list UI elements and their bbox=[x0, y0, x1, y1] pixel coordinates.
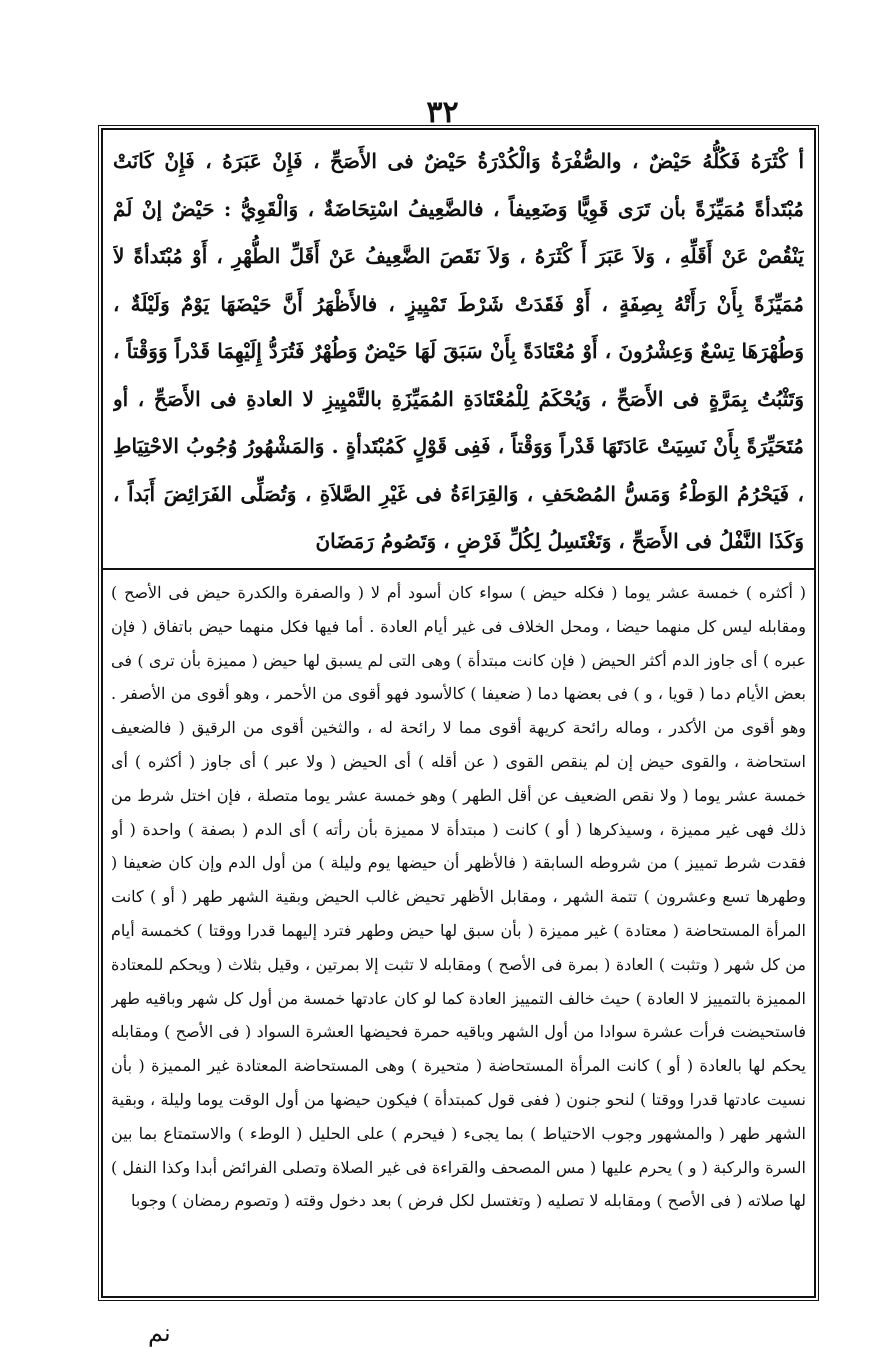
sharh-paragraph: ( أكثره ) خمسة عشر يوما ( فكله حيض ) سواء كان أسود أم لا ( والصفرة والكدرة حيض فى الأصح ) ومقابله ليس كل منهما حيضا ، ومحل الخلاف فى غير أيام العادة . أما فيها فكل منهما حيض باتفاق ( فإن عبره ) أى جاوز الدم أكثر الحيض ( فإن كانت مبتدأة ) وهى التى لم يسبق لها حيض ( مميزة بأن ترى ) فى بعض الأيام دما ( قويا ، و ) فى بعضها دما ( ضعيفا ) كالأسود فهو أقوى من الأحمر ، وهو أقوى من الأصفر . وهو أقوى من الأكدر ، وماله رائحة كريهة أقوى مما لا رائحة له ، والثخين أقوى من الرقيق ( فالضعيف استحاضة ، والقوى حيض إن لم ينقص القوى ( عن أقله ) أى الحيض ( ولا عبر ) أى جاوز ( أكثره ) أى خمسة عشر يوما ( ولا نقص الضعيف عن أقل الطهر ) وهو خمسة عشر يوما متصلة ، فإن اختل شرط من ذلك فهى غير مميزة ، وسيذكرها ( أو ) كانت ( مبتدأة لا مميزة بأن رأته ) أى الدم ( بصفة ) واحدة ( أو فقدت شرط تمييز ) من شروطه السابقة ( فالأظهر أن حيضها يوم وليلة ) من أول الدم وإن كان ضعيفا ( وطهرها تسع وعشرون ) تتمة الشهر ، ومقابل الأظهر تحيض غالب الحيض وبقية الشهر طهر ( أو ) كانت المرأة المستحاضة ( معتادة ) غير مميزة ( بأن سبق لها حيض وطهر فترد إليهما قدرا ووقتا ) كخمسة أيام من كل شهر ( وتثبت ) العادة ( بمرة فى الأصح ) ومقابله لا تثبت إلا بمرتين ، وقيل بثلاث ( ويحكم للمعتادة المميزة بالتمييز لا العادة ) حيث خالف التمييز العادة كما لو كان عادتها خمسة من أول كل شهر وباقيه طهر فاستحيضت فرأت عشرة سوادا من أول الشهر وباقيه حمرة فحيضها العشرة السواد ( فى الأصح ) ومقابله يحكم لها بالعادة ( أو ) كانت المرأة المستحاضة ( متحيرة ) وهى المستحاضة المعتادة غير المميزة ( بأن نسيت عادتها قدرا ووقتا ) لنحو جنون ( ففى قول كمبتدأة ) فيكون حيضها من أول الوقت يوما وليلة ، وبقية الشهر طهر ( والمشهور وجوب الاحتياط ) بما يجىء ( فيحرم ) على الحليل ( الوطء ) والاستمتاع بما بين السرة والركبة ( و ) يحرم عليها ( مس المصحف والقراءة فى غير الصلاة وتصلى الفرائض أبدا وكذا النفل ) لها صلاته ( فى الأصح ) ومقابله لا تصليه ( وتغتسل لكل فرض ) بعد دخول وقته ( وتصوم رمضان ) وجوبا bbox=[111, 583, 806, 1211]
section-divider bbox=[103, 568, 814, 570]
matn-text-block bbox=[113, 138, 804, 558]
matn-paragraph: أ كْثَرَهُ فَكُلُّهُ حَيْضٌ ، والصُّفْرَةُ وَالْكُدْرَةُ حَيْضٌ فى الأَصَحِّ ، فَإِنْ عَبَرَهُ ، فَإِنْ كَانَتْ مُبْتَدأةً مُمَيِّزَةً بأن تَرَى قَوِيًّا وَضَعِيفاً ، فالضَّعِيفُ اسْتِحَاضَةٌ ، وَالْقَوِيُّ : حَيْضٌ إنْ لَمْ يَنْقُصْ عَنْ أَقَلِّهِ ، وَلاَ عَبَرَ أَ كْثَرَهُ ، وَلاَ نَقَصَ الضَّعِيفُ عَنْ أَقَلِّ الطُّهْرِ ، أَوْ مُبْتَدأةً لاَ مُمَيِّزَةً بِأَنْ رَأَتْهُ بِصِفَةٍ ، أَوْ فَقَدَتْ شَرْطَ تَمْيِيزٍ ، فالأَظْهَرُ أَنَّ حَيْضَهَا يَوْمٌ وَلَيْلَةٌ ، وَطُهْرَهَا تِسْعٌ وَعِشْرُونَ ، أَوْ مُعْتَادَةً بِأَنْ سَبَقَ لَهَا حَيْضٌ وَطُهْرٌ فَتُرَدُّ إِلَيْهِمَا قَدْراً وَوَقْتاً ، وَتَثْبُتُ بِمَرَّةٍ فى الأَصَحِّ ، وَيُحْكَمُ لِلْمُعْتَادَةِ المُمَيِّزَةِ بالتَّمْيِيزِ لا العادةِ فى الأَصَحِّ ، أو مُتَحَيِّرَةً بِأَنْ نَسِيَتْ عَادَتَهَا قَدْراً وَوَقْتاً ، فَفِى قَوْلٍ كَمُبْتَدأةٍ . وَالمَشْهُورُ وُجُوبُ الاحْتِيَاطِ ، فَيَحْرُمُ الوَطْءُ وَمَسُّ المُصْحَفِ ، وَالقِرَاءَةُ فى غَيْرِ الصَّلاَةِ ، وَتُصَلِّى الفَرَائِضَ أَبَداً ، وَكَذَا النَّفْلُ فى الأَصَحِّ ، وَتَغْتَسِلُ لِكُلِّ فَرْضٍ ، وَتَصُومُ رَمَضَانَ bbox=[113, 149, 804, 553]
bottom-catchword: نم bbox=[148, 1319, 171, 1347]
page-frame bbox=[101, 128, 816, 1298]
page-number: ٣٢ bbox=[426, 95, 459, 130]
sharh-commentary-block bbox=[111, 576, 806, 1290]
